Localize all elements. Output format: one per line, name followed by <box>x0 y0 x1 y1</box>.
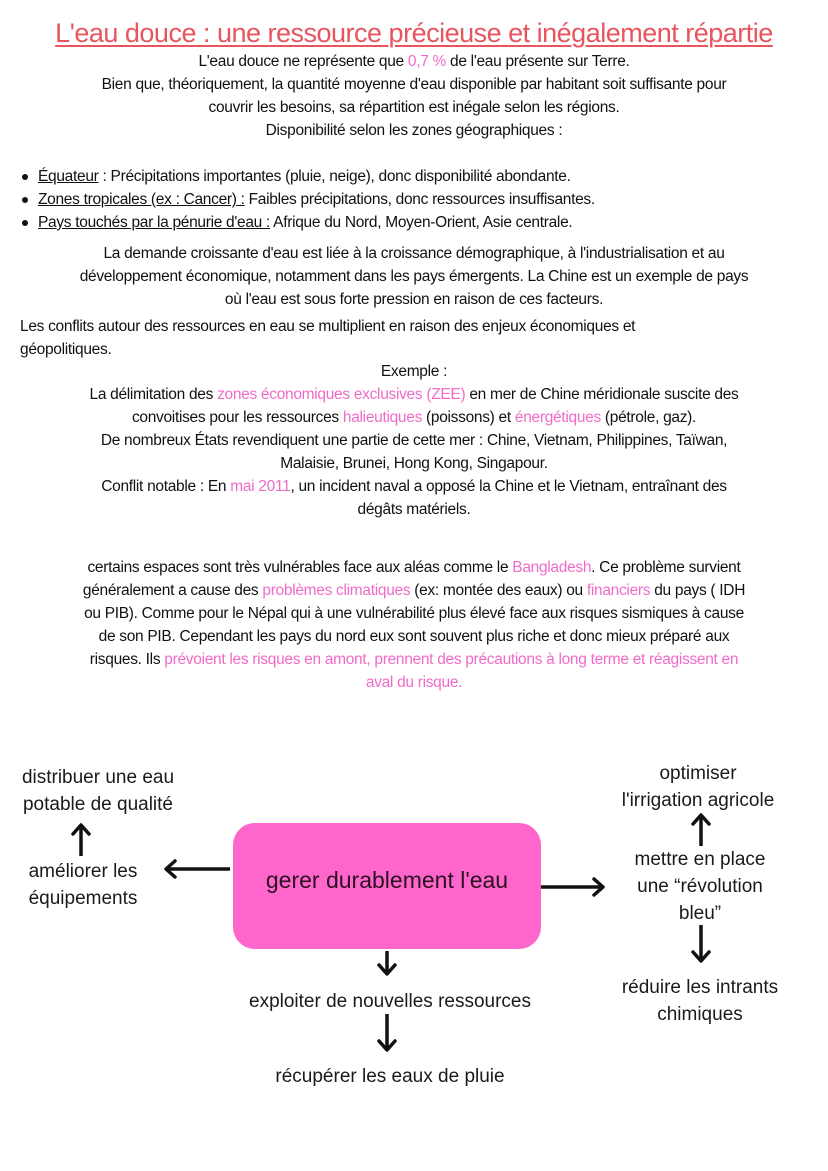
arrow-right-icon <box>541 876 607 898</box>
node-optimiser-irrigation: optimiser l'irrigation agricole <box>621 763 775 811</box>
highlight-halieutiques: halieutiques <box>342 409 423 426</box>
intro-line-2: Bien que, théoriquement, la quantité moyenne d'eau disponible par habitant soit suffisante pour <box>101 76 727 93</box>
node-nouvelles-ressources: exploiter de nouvelles ressources <box>249 991 531 1012</box>
arrow-down-icon <box>376 951 398 977</box>
intro-paragraph <box>0 50 828 142</box>
arrow-left-icon <box>162 858 232 880</box>
example-heading: Exemple : <box>380 363 448 380</box>
arrow-up-icon <box>70 822 92 858</box>
list-item-term: Zones tropicales (ex : Cancer) : <box>38 191 245 208</box>
node-eaux-de-pluie: récupérer les eaux de pluie <box>275 1066 505 1087</box>
list-item: Pays touchés par la pénurie d'eau : Afrique du Nord, Moyen-Orient, Asie centrale. <box>38 211 595 234</box>
node-reduire-intrants: réduire les intrants chimiques <box>621 977 779 1025</box>
node-ameliorer-equipements: améliorer les équipements <box>28 861 138 909</box>
list-item-term: Pays touchés par la pénurie d'eau : <box>38 214 271 231</box>
node-revolution-bleu: mettre en place une “révolution bleu” <box>634 849 766 924</box>
vulnerability-paragraph: certains espaces sont très vulnérables face aux aléas comme le Bangladesh. Ce problème survient généralement a cause des problèmes climatiques (ex: montée des eaux) ou financiers du pays ( IDH ou PIB). Comme pour le Népal qui à une vulnérabilité plus élevé face aux risques sismiques à cause de son PIB. Cependant les pays du nord eux sont souvent plus riche et donc mieux préparé aux risques. Ils prévoient les risques en amont, prennent des précautions à long terme et réagissent en aval du risque. <box>82 559 746 691</box>
highlight-bangladesh: Bangladesh <box>512 559 592 576</box>
highlight-financiers: financiers <box>586 582 651 599</box>
central-node-label: gerer durablement l'eau <box>265 866 509 893</box>
arrow-down-icon <box>690 925 712 965</box>
zones-list <box>20 165 595 234</box>
list-item: Équateur : Précipitations importantes (pluie, neige), donc disponibilité abondante. <box>38 165 595 188</box>
highlight-prevention: prévoient les risques en amont, prennent des précautions à long terme et réagissent en <box>164 651 739 668</box>
node-distribuer-eau: distribuer une eau potable de qualité <box>21 767 175 815</box>
arrow-up-icon <box>690 812 712 848</box>
central-node-box <box>233 823 541 949</box>
highlight-zee: zones économiques exclusives (ZEE) <box>217 386 466 403</box>
highlight-energetiques: énergétiques <box>514 409 601 426</box>
highlight-date: mai 2011 <box>230 478 291 495</box>
conflicts-paragraph: Les conflits autour des ressources en eau se multiplient en raison des enjeux économiques et géopolitiques. <box>20 318 636 358</box>
intro-line-4: Disponibilité selon les zones géographiques : <box>265 122 563 139</box>
intro-line-3: couvrir les besoins, sa répartition est inégale selon les régions. <box>208 99 620 116</box>
arrow-down-icon <box>376 1014 398 1054</box>
demand-paragraph: La demande croissante d'eau est liée à la croissance démographique, à l'industrialisation et au développement économique, notamment dans les pays émergents. La Chine est un exemple de pays où l'eau est sous forte pression en raison de ces facteurs. <box>79 245 749 308</box>
intro-line-1: L'eau douce ne représente que 0,7 % de l'eau présente sur Terre. <box>198 53 630 70</box>
highlight-climatiques: problèmes climatiques <box>262 582 411 599</box>
page-title: L'eau douce : une ressource précieuse et inégalement répartie <box>55 18 773 48</box>
list-item-term: Équateur <box>38 168 99 185</box>
example-section: Exemple : La délimitation des zones économiques exclusives (ZEE) en mer de Chine méridionale suscite des convoitises pour les ressources halieutiques (poissons) et énergétiques (pétrole, gaz). De nombreux États revendiquent une partie de cette mer : Chine, Vietnam, Philippines, Taïwan, Malaisie, Brunei, Hong Kong, Singapour. Conflit notable : En mai 2011, un incident naval a opposé la Chine et le Vietnam, entraînant des dégâts matériels. <box>0 360 828 521</box>
highlight-percentage: 0,7 % <box>407 53 447 70</box>
list-item: Zones tropicales (ex : Cancer) : Faibles précipitations, donc ressources insuffisantes. <box>38 188 595 211</box>
